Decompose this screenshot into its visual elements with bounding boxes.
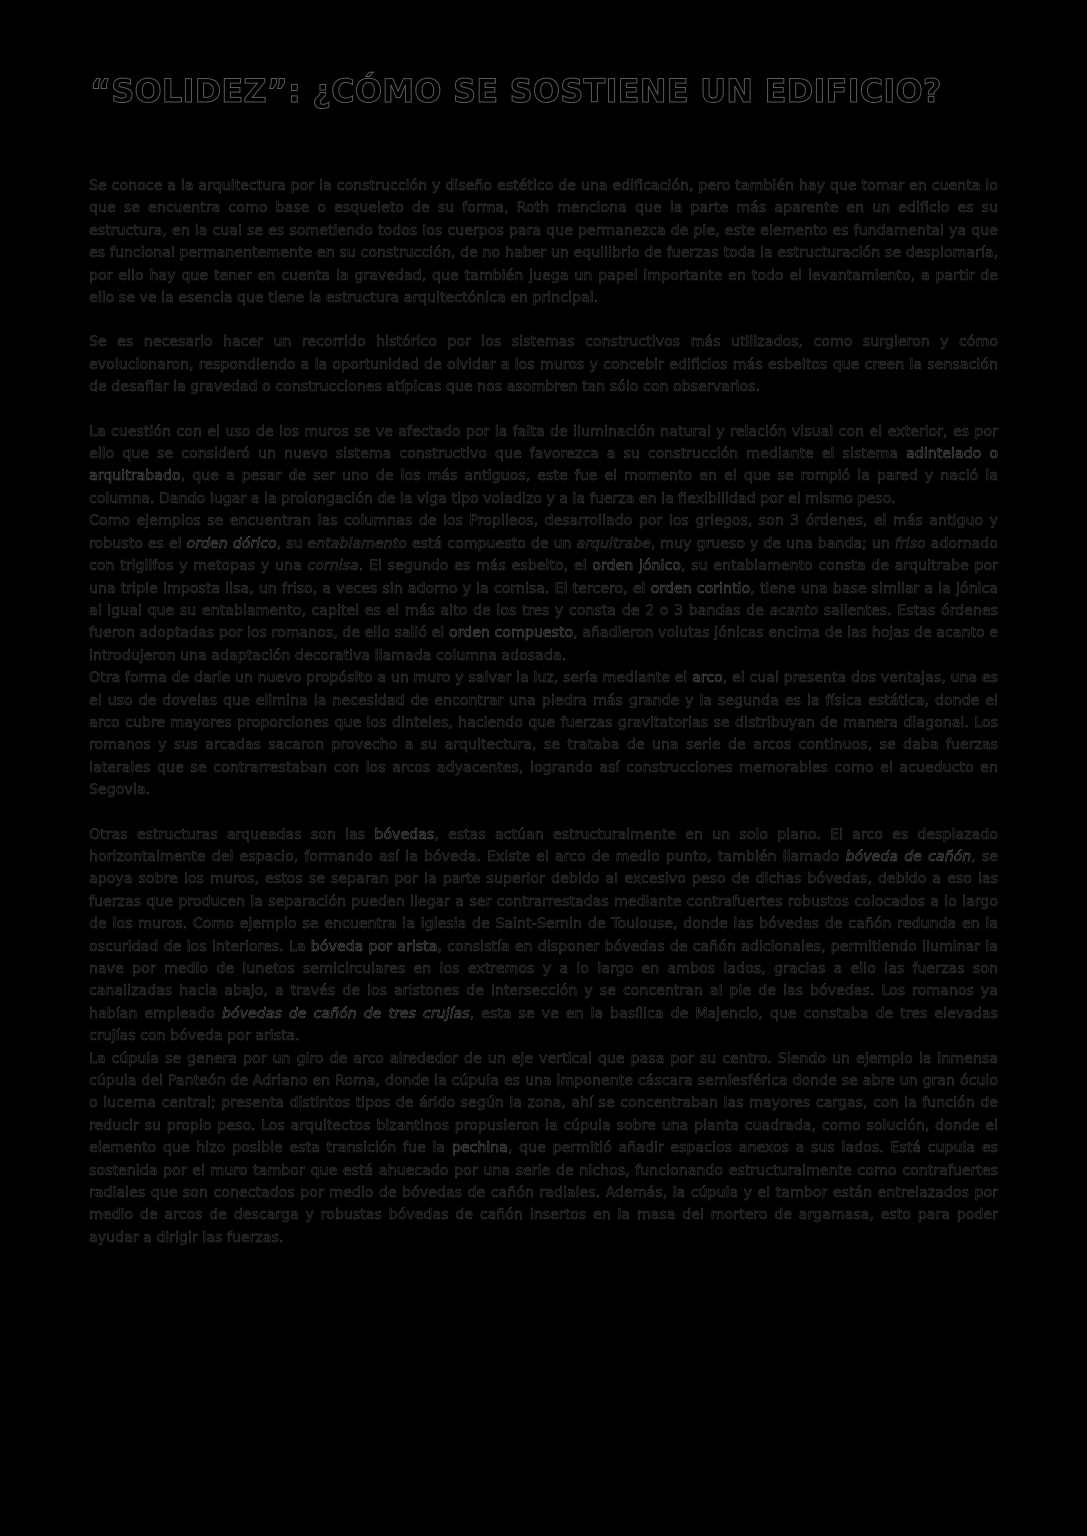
- term-friso: friso: [894, 535, 926, 552]
- paragraph-historical: Se es necesario hacer un recorrido histórico por los sistemas constructivos más utilizados, como surgieron y cómo evolucionaron, respondiendo a la oportunidad de olvidar a los muros y concebir edificios más esbeltos que creen la sensación de desafiar la gravedad o construcciones atípicas que nos asombren tan sólo con observarlos.: [89, 334, 998, 396]
- term-boveda-de-canon: bóveda de cañón: [845, 848, 972, 865]
- paragraph-vaults: Otras estructuras arqueadas son las bóvedas, estas actúan estructuralmente en un solo plano. El arco es desplazado horizontalmente del espacio, formando así la bóveda. Existe el arco de medio punto, también llamado bóveda de cañón, se apoya sobre los muros, estos se separan por la parte superior debido al excesivo peso de dichas bóvedas, debido a eso las fuerzas que producen la separación pueden llegar a ser contrarrestadas mediante contrafuertes robustos colocados a lo largo de los muros. Como ejemplo se encuentra la iglesia de Saint-Sernin de Toulouse, donde las bóvedas de cañón redunda en la oscuridad de los interiores. La bóveda por arista, consistía en disponer bóvedas de cañón adicionales, permitiendo iluminar la nave por medio de lunetos semicirculares en los extremos y a lo largo en ambos lados, gracias a ello las fuerzas son canalizadas hacia abajo, a través de los aristones de intersección y se concentran al pie de las bóvedas. Los romanos ya habían empleado bóvedas de cañón de tres crujías, esta se ve en la basílica de Majencio, que constaba de tres elevadas crujías con bóveda por arista.: [89, 826, 999, 1045]
- term-bovedas-tres-crujias: bóvedas de cañón de tres crujías: [221, 1005, 470, 1022]
- document-body: [89, 175, 998, 1249]
- page-title: “SOLIDEZ”: ¿CÓMO SE SOSTIENE UN EDIFICIO?: [90, 72, 942, 110]
- term-bovedas: bóvedas: [374, 826, 435, 843]
- paragraph-intro: Se conoce a la arquitectura por la construcción y diseño estético de una edificación, pero también hay que tomar en cuenta lo que se encuentra como base o esqueleto de su forma, Roth menciona que la parte más aparente en un edificio es su estructura, en la cual se es sometiendo todos los cuerpos para que permanezca de pie, este elemento es fundamental ya que es funcional permanentemente en su construcción, de no haber un equilibrio de fuerzas toda la estructuración se desplomaría, por ello hay que tener en cuenta la gravedad, que también juega un papel importante en todo el levantamiento, a partir de ello se ve la esencia que tiene la estructura arquitectónica en principal.: [89, 178, 998, 307]
- term-entablamento: entablamento: [307, 535, 407, 552]
- term-cornisa: cornisa: [307, 558, 359, 575]
- term-pechina: pechina: [451, 1140, 508, 1157]
- term-boveda-por-arista: bóveda por arista: [310, 938, 438, 955]
- term-arquitrabe: arquitrabe: [576, 535, 651, 552]
- term-orden-corintio: orden corintio: [650, 580, 751, 597]
- term-orden-dorico: orden dórico: [186, 535, 277, 552]
- paragraph-orders: Como ejemplos se encuentran las columnas de los Propileos, desarrollado por los griegos, son 3 órdenes, el más antiguo y robusto es el orden dórico, su entablamento está compuesto de un arquitrabe, muy grueso y de una banda; un friso adornado con triglifos y metopas y una cornisa. El segundo es más esbelto, el orden jónico, su entablamento consta de arquitrabe por una triple imposta lisa, un friso, a veces sin adorno y la cornisa. El tercero, el orden corintio, tiene una base similar a la jónica al igual que su entablamento, capitel es el más alto de los tres y consta de 2 o 3 bandas de acanto salientes. Estas órdenes fueron adoptadas por los romanos, de ello salió el orden compuesto, añadieron volutas jónicas encima de las hojas de acanto e introdujeron una adaptación decorativa llamada columna adosada.: [89, 513, 998, 664]
- term-arco: arco: [692, 670, 723, 687]
- term-orden-compuesto: orden compuesto: [448, 625, 574, 642]
- term-acanto: acanto: [769, 602, 819, 619]
- term-adintelado: adintelado o arquitrabado: [89, 446, 999, 485]
- term-orden-jonico: orden jónico: [592, 558, 681, 575]
- paragraph-arch: Otra forma de darle un nuevo propósito a un muro y salvar la luz, sería mediante el arco, el cual presenta dos ventajas, una es el uso de dovelas que elimina la necesidad de encontrar una piedra más grande y la segunda es la física estática, donde el arco cubre mayores proporciones que los dinteles, haciendo que fuerzas gravitatorias se distribuyan de manera diagonal. Los romanos y sus arcadas sacaron provecho a su arquitectura, se trataba de una serie de arcos continuos, se daba fuerzas laterales que se contrarrestaban con los arcos adyacentes, logrando así construcciones memorables como el acueducto en Segovia.: [89, 670, 998, 799]
- paragraph-dome: La cúpula se genera por un giro de arco alrededor de un eje vertical que pasa por su centro. Siendo un ejemplo la inmensa cúpula del Panteón de Adriano en Roma, donde la cúpula es una imponente cáscara semiesférica donde se abre un gran óculo o lucerna central; presenta distintos tipos de árido según la zona, ahí se concentraban las mayores cargas, con la función de reducir su propio peso. Los arquitectos bizantinos propusieron la cúpula sobre una planta cuadrada, como solución, donde el elemento que hizo posible esta transición fue la pechina, que permitió añadir espacios anexos a sus lados. Está cupula es sostenida por el muro tambor que está ahuecado por una serie de nichos, funcionando estructuralmente como contrafuertes radiales que son conectados por medio de bóvedas de cañón radiales. Además, la cúpula y el tambor están entrelazados por medio de arcos de descarga y robustas bóvedas de cañón insertos en la masa del mortero de argamasa, esto para poder ayudar a dirigir las fuerzas.: [89, 1050, 998, 1246]
- paragraph-walls: La cuestión con el uso de los muros se ve afectado por la falta de iluminación natural y relación visual con el exterior, es por ello que se consideró un nuevo sistema constructivo que favorezca a su construcción mediante el sistema adintelado o arquitrabado, que a pesar de ser uno de los más antiguos, este fue el momento en el que se rompió la pared y nació la columna. Dando lugar a la prolongación de la viga tipo voladizo y a la fuerza en la flexibilidad por el mismo peso.: [89, 423, 999, 507]
